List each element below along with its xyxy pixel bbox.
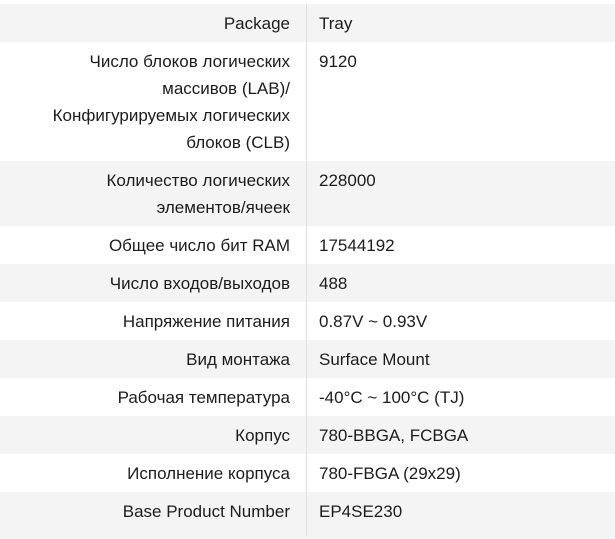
spec-value: 228000: [319, 170, 376, 190]
spec-value: -40°C ~ 100°C (TJ): [319, 387, 465, 407]
spec-row: [0, 416, 615, 454]
spec-value: 17544192: [319, 235, 395, 255]
spec-label: Package: [223, 13, 290, 33]
spec-label: Вид монтажа: [186, 349, 290, 369]
spec-row: [0, 302, 615, 340]
spec-label: Рабочая температура: [117, 387, 290, 407]
spec-value: 780-BBGA, FCBGA: [319, 425, 469, 445]
spec-label: Число блоков логических массивов (LAB)/ Конфигурируемых логических блоков (CLB): [52, 51, 290, 152]
spec-value: 488: [319, 273, 348, 293]
spec-value: 780-FBGA (29x29): [319, 463, 461, 483]
spec-label: Исполнение корпуса: [127, 463, 290, 483]
spec-row: [0, 42, 615, 161]
spec-row: [0, 264, 615, 302]
spec-label: Корпус: [235, 425, 290, 445]
spec-table: [0, 4, 615, 539]
spec-value: Tray: [319, 13, 353, 33]
spec-row: [0, 161, 615, 226]
spec-label: Общее число бит RAM: [108, 235, 290, 255]
spec-row: [0, 492, 615, 539]
spec-label: Base Product Number: [122, 501, 290, 521]
spec-row: [0, 226, 615, 264]
spec-value: Surface Mount: [319, 349, 430, 369]
spec-value: 9120: [319, 51, 357, 71]
spec-row: [0, 378, 615, 416]
spec-row: [0, 340, 615, 378]
spec-label: Число входов/выходов: [109, 273, 290, 293]
spec-row: [0, 454, 615, 492]
spec-row: [0, 4, 615, 42]
column-divider: [306, 4, 307, 536]
spec-label: Количество логических элементов/ячеек: [106, 170, 290, 217]
spec-value: EP4SE230: [319, 501, 403, 521]
spec-label: Напряжение питания: [122, 311, 290, 331]
spec-value: 0.87V ~ 0.93V: [319, 311, 428, 331]
